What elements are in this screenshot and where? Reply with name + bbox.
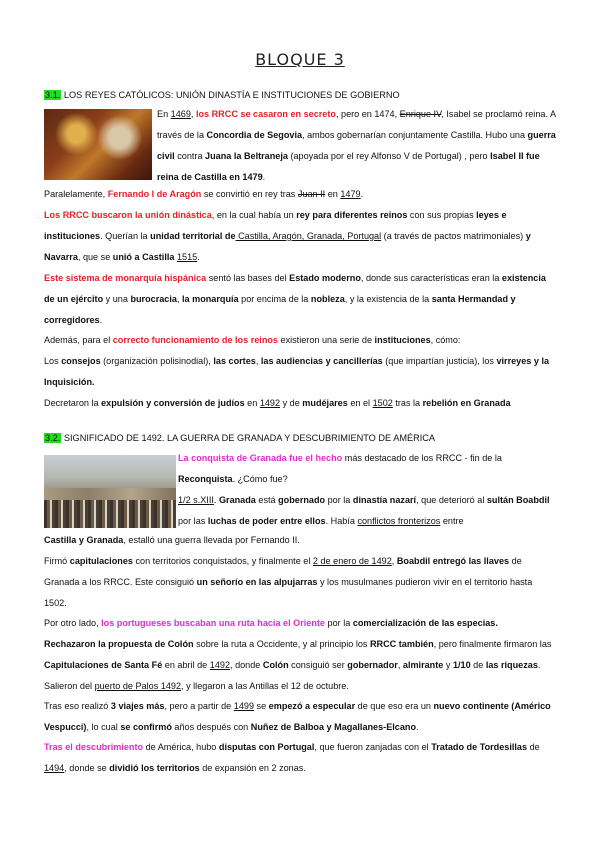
page-title: BLOQUE 3 <box>255 50 345 69</box>
catholic-monarchs-image <box>44 109 152 180</box>
section-heading-3-2 <box>44 433 435 443</box>
paragraph: Decretaron la expulsión y conversión de judíos en 1492 y de mudéjares en el 1502 tras la rebelión en Granada <box>44 398 511 408</box>
section-number: 3.1. <box>45 90 61 100</box>
section-heading-3-1 <box>44 90 400 100</box>
paragraph: Tras eso realizó 3 viajes más, pero a partir de 1499 se empezó a especular de que eso era un nuevo continente (Américo Vespucci), lo cual se confirmó años después con Nuñez de Balboa y Magallanes-Elcano. <box>44 701 551 732</box>
paragraph: Rechazaron la propuesta de Colón sobre la ruta a Occidente, y al principio los RRCC también, pero finalmente firmaron las Capitulaciones de Santa Fé en abril de 1492, donde Colón consiguió ser gobernador, almirante y 1/10 de las riquezas. Salieron del puerto de Palos 1492, y llegaron a las Antillas el 12 de octubre. <box>44 639 552 691</box>
section-number: 3.2. <box>45 433 61 443</box>
paragraph: Tras el descubrimiento de América, hubo disputas con Portugal, que fueron zanjadas con el Tratado de Tordesillas de 1494, donde se dividió los territorios de expansión en 2 zonas. <box>44 742 540 773</box>
paragraph: Paralelamente, Fernando I de Aragón se convirtió en rey tras Juan II en 1479. <box>44 189 364 199</box>
paragraph: Los consejos (organización polisinodial), las cortes, las audiencias y cancillerías (que impartían justicia), los virreyes y la Inquisición. <box>44 356 550 387</box>
paragraph: Los RRCC buscaron la unión dinástica, en la cual había un rey para diferentes reinos con sus propias leyes e instituciones. Querían la unidad territorial de Castilla, Aragón, Granada, Portugal (a través de pactos matrimoniales) y Navarra, que se unió a Castilla 1515. <box>44 210 531 262</box>
paragraph: Además, para el correcto funcionamiento de los reinos existieron una serie de instituciones, cómo: <box>44 335 461 345</box>
paragraph: Este sistema de monarquía hispánica sentó las bases del Estado moderno, donde sus características eran la existencia de un ejército y una burocracia, la monarquía por encima de la nobleza, y la existencia de la santa Hermandad y corregidores. <box>44 273 546 325</box>
paragraph: Firmó capitulaciones con territorios conquistados, y finalmente el 2 de enero de 1492, Boabdil entregó las llaves de Granada a los RRCC. Este consiguió un señorío en las alpujarras y los musulmanes pudieron vivir en el territorio hasta 1502. <box>44 556 533 608</box>
paragraph: Por otro lado, los portugueses buscaban una ruta hacia el Oriente por la comercialización de las especias. <box>44 618 498 628</box>
section-title: LOS REYES CATÓLICOS: UNIÓN DINASTÍA E INSTITUCIONES DE GOBIERNO <box>61 90 400 100</box>
granada-surrender-image <box>44 455 176 528</box>
paragraph: En 1469, los RRCC se casaron en secreto, pero en 1474, Enrique IV, Isabel se proclamó reina. A través de la Concordia de Segovia, ambos gobernarían conjuntamente Castilla. Hubo una guerra civil contra Juana la Beltraneja (apoyada por el rey Alfonso V de Portugal) , pero Isabel II fue reina de Castilla en 1479. <box>157 109 556 182</box>
paragraph: 1/2 s.XIII. Granada está gobernado por la dinastía nazarí, que deterioró al sultán Boabdil por las luchas de poder entre ellos. Había conflictos fronterizos entre <box>178 495 550 526</box>
paragraph: La conquista de Granada fue el hecho más destacado de los RRCC - fin de la Reconquista. ¿Cómo fue? <box>178 453 502 484</box>
section-title: SIGNIFICADO DE 1492. LA GUERRA DE GRANADA Y DESCUBRIMIENTO DE AMÉRICA <box>61 433 436 443</box>
paragraph: Castilla y Granada, estalló una guerra llevada por Fernando II. <box>44 535 300 545</box>
